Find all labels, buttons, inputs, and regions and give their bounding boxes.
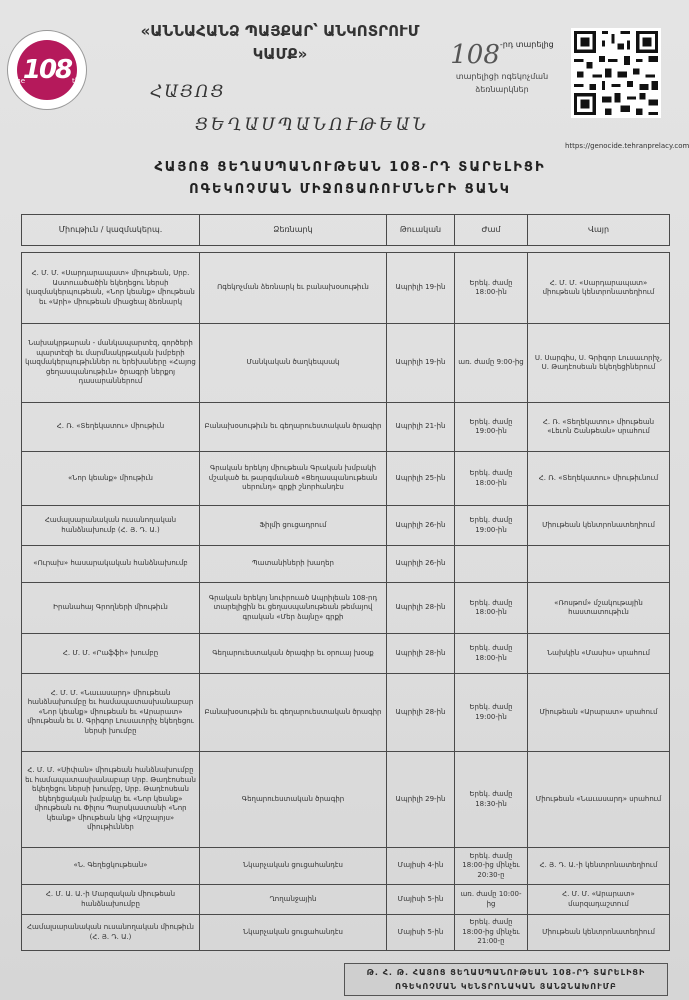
table-row xyxy=(22,885,670,915)
table-row xyxy=(22,634,670,674)
venue-cell: Հ. Ռ. «Տեղեկատու» միութիւնում xyxy=(528,452,670,506)
table-row xyxy=(22,324,670,403)
logo-number: 108 xyxy=(22,55,72,85)
date-cell: Ապրիլի 26-ին xyxy=(387,506,455,546)
event-cell: Ֆիլմի ցուցադրում xyxy=(200,506,387,546)
anniversary-suffix: -րդ տարելից xyxy=(499,40,554,49)
anniversary-number: 108 xyxy=(450,40,500,70)
logo-th: th xyxy=(72,77,80,85)
date-cell: Ապրիլի 28-ին xyxy=(387,583,455,634)
events-table xyxy=(21,214,670,951)
title-line-1: ՀԱՅՈՑ ՑԵՂԱՍՊԱՆՈՒԹԵԱՆ 108-ՐԴ ՏԱՐԵԼԻՑԻ xyxy=(154,160,546,175)
table-row xyxy=(22,452,670,506)
footer-organizer xyxy=(344,963,668,996)
column-header-organization: Միութիւն / կազմակերպ. xyxy=(22,215,200,246)
event-cell: Բանախօսութիւն եւ գեղարուեստական ծրագիր xyxy=(200,674,387,752)
venue-cell: Միութեան կենտրոնատեղիում xyxy=(528,506,670,546)
column-header-date: Թուական xyxy=(387,215,455,246)
event-cell: Պատանիների խաղեր xyxy=(200,546,387,583)
venue-cell: Միութեան «Արարատ» սրահում xyxy=(528,674,670,752)
date-cell: Ապրիլի 28-ին xyxy=(387,674,455,752)
slogan: «ԱՆՆԱՀԱՆՁ ՊԱՅՔԱՐ՝ ԱՆԿՈՏՐՈՒՄ ԿԱՄՔ» xyxy=(140,22,420,63)
time-cell: Երեկ. ժամը 19:00-ին xyxy=(455,403,528,452)
table-header-row xyxy=(22,215,670,246)
venue-cell xyxy=(528,546,670,583)
date-cell: Ապրիլի 28-ին xyxy=(387,634,455,674)
organization-cell: Հ. Մ. Ա. Ա.-ի Մարզական միութեան հանձնախումբը xyxy=(22,885,200,915)
table-row xyxy=(22,583,670,634)
table-row xyxy=(22,674,670,752)
table-spacer xyxy=(22,246,670,253)
organization-cell: «Ն. Գեղեցկութեան» xyxy=(22,848,200,885)
organization-cell: Հ. Ռ. «Տեղեկատու» միութիւն xyxy=(22,403,200,452)
venue-cell: Միութեան կենտրոնատեղիում xyxy=(528,915,670,951)
anniversary-logo xyxy=(7,30,87,110)
time-cell: Երեկ. ժամը 18:00-ից մինչեւ 20:30-ը xyxy=(455,848,528,885)
venue-cell: Միութեան «Նաւասարդ» սրահում xyxy=(528,752,670,848)
column-header-event: Ձեռնարկ xyxy=(200,215,387,246)
time-cell: Երեկ. ժամը 18:00-ին xyxy=(455,583,528,634)
table-row xyxy=(22,848,670,885)
time-cell: Երեկ. ժամը 18:00-ին xyxy=(455,253,528,324)
spacer-cell xyxy=(22,246,670,253)
qr-code-icon[interactable] xyxy=(571,28,661,118)
date-cell: Մայիսի 5-ին xyxy=(387,885,455,915)
organization-cell: Հ. Մ. Մ. «Սիփան» միութեան հանձնախումբը եւ համապատասխանաբար Սրբ. Թադէոսեան եկեղեցու ներսի խումբը, Սրբ. Թադէոսեան եկեղեցական խմբակը եւ «Նոր կեանք» միութեան ու Փիլոս Պարսկաստանի «Նոր կեանք» միութեան կից «Արշալոյս» միութիւններ xyxy=(22,752,200,848)
organization-cell: Հ. Մ. Մ. «Սարդարապատ» միութեան, Սրբ. Աստուածածին եկեղեցու ներսի կազմակերպութեան, «Նոր կեանք» միութեան եւ «Արի» միութեան միացեալ ձեռնարկ xyxy=(22,253,200,324)
table-row xyxy=(22,403,670,452)
footer-line-2: ՈԳԵԿՈՉՄԱՆ ԿԵՆՏՐՈՆԱԿԱՆ ՅԱՆՁՆԱԽՈՒՄԲ xyxy=(395,982,617,991)
event-cell: Նկարչական ցուցահանդէս xyxy=(200,915,387,951)
time-cell: Երեկ. ժամը 19:00-ին xyxy=(455,674,528,752)
organization-cell: «Նոր կեանք» միութիւն xyxy=(22,452,200,506)
organization-cell: Համալսարանական ուսանողական միութիւն (Հ. Յ. Դ. Ա.) xyxy=(22,915,200,951)
time-cell: առ. ժամը 10:00-ից xyxy=(455,885,528,915)
organization-cell: Հ. Մ. Մ. «Նաւասարդ» միութեան հանձնախումբը եւ համապատասխանաբար «Նոր կեանք» միութեան եւ «Արարատ» միութեան եւ Ս. Գրիգոր Լուսաւորիչ եկեղեցու ներսի խումբը xyxy=(22,674,200,752)
venue-cell: Հ. Ռ. «Տեղեկատու» միութեան «Լեւոն Շանթեան» սրահում xyxy=(528,403,670,452)
armenian-label: ՀԱՅՈՑ xyxy=(150,82,226,102)
title-line-2: ՈԳԵԿՈՉՄԱՆ ՄԻՋՈՑԱՌՈՒՄՆԵՐԻ ՑԱՆԿ xyxy=(189,182,511,197)
venue-cell: Նախկին «Մասիս» սրահում xyxy=(528,634,670,674)
anniversary-line-2: ձեռնարկներ xyxy=(475,85,529,94)
table-row xyxy=(22,253,670,324)
time-cell xyxy=(455,546,528,583)
footer-line-1: Թ. Հ. Թ. ՀԱՅՈՑ ՑԵՂԱՍՊԱՆՈՒԹԵԱՆ 108-ՐԴ ՏԱՐԵԼԻՑԻ xyxy=(366,968,646,977)
venue-cell: Հ. Մ. Մ. «Արարատ» մարզադաշտում xyxy=(528,885,670,915)
column-header-venue: Վայր xyxy=(528,215,670,246)
venue-cell: «Ռոսթոմ» մշակութային հաստատութիւն xyxy=(528,583,670,634)
time-cell: Երեկ. ժամը 19:00-ին xyxy=(455,506,528,546)
column-header-time: Ժամ xyxy=(455,215,528,246)
time-cell: Երեկ. ժամը 18:00-ին xyxy=(455,634,528,674)
logo-badge xyxy=(17,40,80,100)
table-row xyxy=(22,506,670,546)
date-cell: Ապրիլի 26-ին xyxy=(387,546,455,583)
date-cell: Ապրիլի 25-ին xyxy=(387,452,455,506)
venue-cell: Հ. Մ. Մ. «Սարդարապատ» միութեան կենտրոնատեղիում xyxy=(528,253,670,324)
logo-the: The xyxy=(12,77,26,85)
table-row xyxy=(22,915,670,951)
anniversary-line-1: տարելիցի ոգեկոչման xyxy=(455,72,549,81)
table-row xyxy=(22,752,670,848)
time-cell: Երեկ. ժամը 18:30-ին xyxy=(455,752,528,848)
venue-cell: Հ. Յ. Դ. Ա.-ի կենտրոնատեղիում xyxy=(528,848,670,885)
date-cell: Ապրիլի 19-ին xyxy=(387,253,455,324)
genocide-label: ՑԵՂԱՍՊԱՆՈՒԹԵԱՆ xyxy=(195,115,429,135)
event-cell: Գրական երեկոյ միութեան Գրական խմբակի մշակած եւ թարգմանած «Ցեղասպանութեան սերունդ» գրքի շնորհանդէս xyxy=(200,452,387,506)
event-cell: Գեղարուեստական ծրագիր xyxy=(200,752,387,848)
qr-url[interactable]: https://genocide.tehranprelacy.com xyxy=(565,142,689,150)
event-cell: Գրական երեկոյ նուիրուած Ապրիլեան 108-րդ տարելիցին եւ ցեղասպանութեան թեմայով գրական «Մեր ձայնը» գրքի xyxy=(200,583,387,634)
time-cell: Երեկ. ժամը 18:00-ից մինչեւ 21:00-ը xyxy=(455,915,528,951)
date-cell: Ապրիլի 21-ին xyxy=(387,403,455,452)
organization-cell: Նախակրթարան - մանկապարտէզ, գործերի պարտէզի եւ մարմնակրթական խմբերի կազմակերպութիւններ ու երեխաները «Հայոց ցեղասպանութիւն» ծրագրի ներքոյ դասարաններում xyxy=(22,324,200,403)
event-cell: Բանախօսութիւն եւ գեղարուեստական ծրագիր xyxy=(200,403,387,452)
venue-cell: Ս. Սարգիս, Ս. Գրիգոր Լուսաւորիչ, Ս. Թադէոսեան եկեղեցիներում xyxy=(528,324,670,403)
date-cell: Ապրիլի 29-ին xyxy=(387,752,455,848)
event-cell: Նկարչական ցուցահանդէս xyxy=(200,848,387,885)
event-cell: Ոգեկոչման ձեռնարկ եւ բանախօսութիւն xyxy=(200,253,387,324)
event-cell: Մանկական ծաղկեպսակ xyxy=(200,324,387,403)
date-cell: Ապրիլի 19-ին xyxy=(387,324,455,403)
time-cell: Երեկ. ժամը 18:00-ին xyxy=(455,452,528,506)
organization-cell: «Ուրախ» հասարակական հանձնախումբ xyxy=(22,546,200,583)
date-cell: Մայիսի 4-ին xyxy=(387,848,455,885)
organization-cell: Հ. Մ. Մ. «Րաֆֆի» խումբը xyxy=(22,634,200,674)
time-cell: առ. ժամը 9:00-ից xyxy=(455,324,528,403)
date-cell: Մայիսի 5-ին xyxy=(387,915,455,951)
anniversary-note xyxy=(447,40,557,96)
table-row xyxy=(22,546,670,583)
organization-cell: Իրանահայ Գրողների միութիւն xyxy=(22,583,200,634)
event-cell: Գեղարուեստական ծրագիր եւ օրուայ խօսք xyxy=(200,634,387,674)
event-cell: Ղողանջային xyxy=(200,885,387,915)
organization-cell: Համալսարանական ուսանողական հանձնախումբ (Հ. Յ. Դ. Ա.) xyxy=(22,506,200,546)
